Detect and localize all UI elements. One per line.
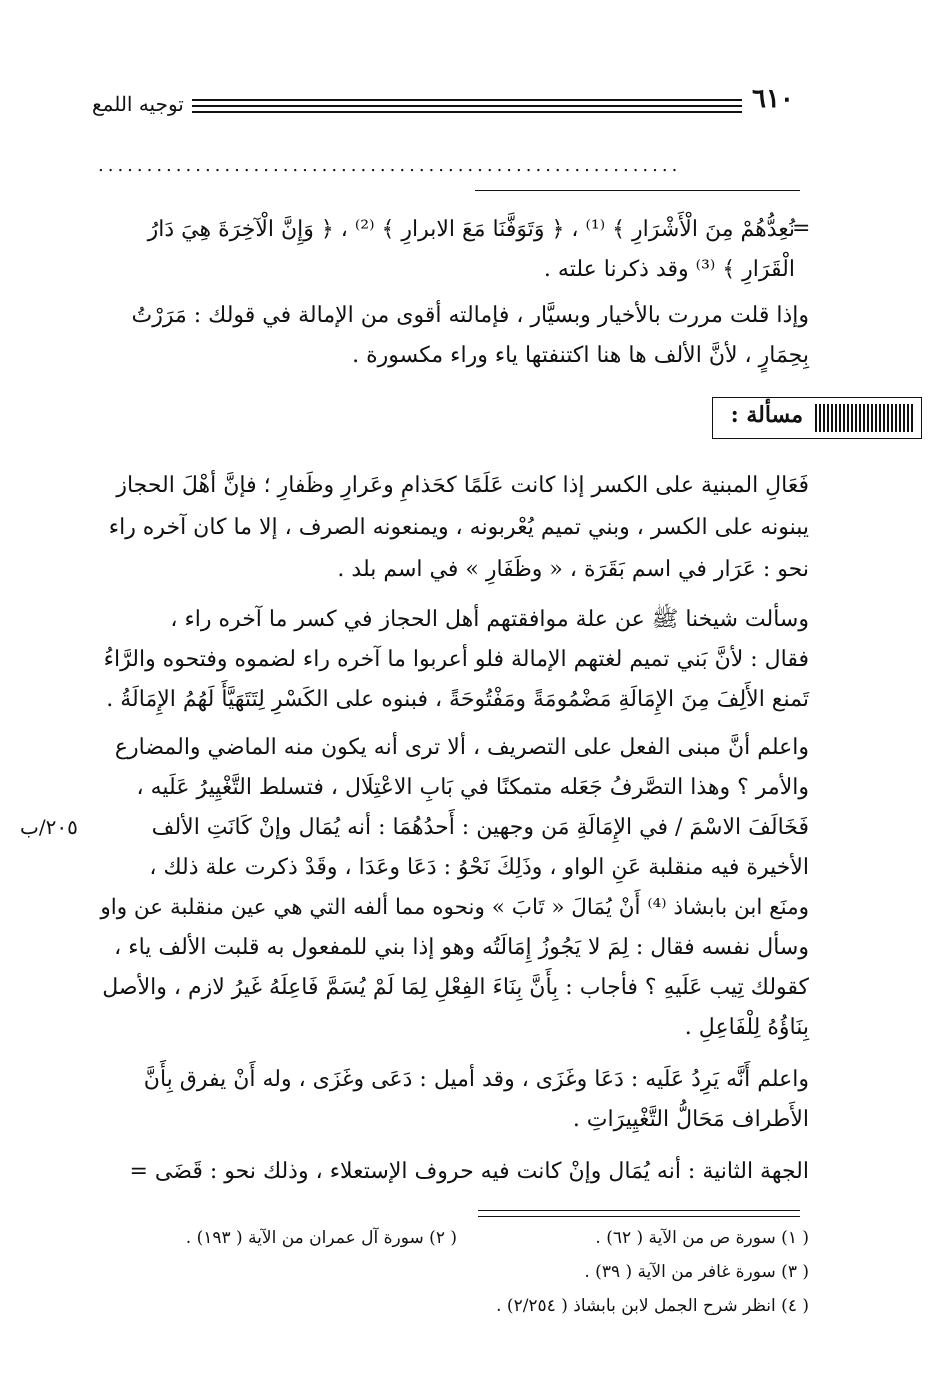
- header-rule: [192, 105, 742, 107]
- section-heading-box: [712, 397, 922, 439]
- footnote-2: ( ٢) سورة آل عمران من الآية ( ١٩٣) .: [185, 1228, 457, 1248]
- text-line-4: بِحِمَارٍ ، لأنَّ الألف ها هنا اكتنفتها ياء وراء مكسورة .: [352, 343, 809, 368]
- page-number: ٦١٠: [752, 84, 794, 114]
- quote-rule: [475, 190, 800, 191]
- text-line-7: نحو : عَرَار في اسم بَقَرَة ، « وظَفَارِ » في اسم بلد .: [337, 557, 809, 582]
- running-title: توجيه اللمع: [92, 92, 184, 116]
- footnote-3: ( ٣) سورة غافر من الآية ( ٣٩) .: [584, 1262, 809, 1282]
- text-line-18: بِنَاؤُهُ لِلْفَاعِلِ .: [684, 1015, 809, 1040]
- header-rule: [192, 99, 742, 101]
- heading-ornament: [815, 404, 915, 432]
- continuation-mark: =: [792, 216, 811, 241]
- text-line-8: وسألت شيخنا ﷺ عن علة موافقتهم أهل الحجاز في كسر ما آخره راء ،: [170, 607, 809, 632]
- dotted-separator: ............................................................: [98, 158, 682, 174]
- footnote-1: ( ١) سورة ص من الآية ( ٦٢) .: [595, 1228, 809, 1248]
- footnote-rule: [478, 1216, 800, 1217]
- text-line-10: تَمنع الأَلِفَ مِنَ الإِمَالَةِ مَضْمُومَةً ومَفْتُوحَةً ، فبنوه على الكَسْرِ لِتَتَهَيَّأَ لَهُمُ الإِمَالَةُ .: [106, 687, 809, 712]
- text-line-6: يبنونه على الكسر ، وبني تميم يُعْربونه ، ويمنعونه الصرف ، إلا ما كان آخره راء: [108, 515, 809, 540]
- footnote-rule: [478, 1210, 800, 1211]
- text-line-13: فَخَالَفَ الاسْمَ / في الإِمَالَةِ مَن وجهين : أَحدُهُمَا : أنه يُمَال وإنْ كَانَتِ الألف: [151, 815, 809, 840]
- header-rule: [192, 111, 742, 113]
- manuscript-folio-marker: ٢٠٥/ب: [20, 815, 78, 839]
- text-line-14: الأخيرة فيه منقلبة عَنِ الواو ، وذَلِكَ نَحْوُ : دَعَا وعَدَا ، وقَدْ ذكرت علة ذلك ،: [149, 855, 809, 880]
- text-line-11: واعلم أنَّ مبنى الفعل على التصريف ، ألا ترى أنه يكون منه الماضي والمضارع: [114, 735, 809, 760]
- text-line-16: وسأل نفسه فقال : لِمَ لا يَجُوزُ إِمَالَتُه وهو إذا بني للمفعول به قلبت الألف ياء ،: [114, 935, 809, 960]
- text-line-3: وإذا قلت مررت بالأخيار وبسيَّار ، فإمالته أقوى من الإمالة في قولك : مَرَرْتُ: [131, 303, 809, 328]
- text-line-2: الْقَرَارِ ﴾ ⁽³⁾ وقد ذكرنا علته .: [543, 257, 795, 282]
- footnote-4: ( ٤) انظر شرح الجمل لابن بابشاذ ( ٢/٢٥٤) .: [496, 1296, 809, 1316]
- text-line-20: الأَطراف مَحَالُّ التَّغْيِيرَاتِ .: [572, 1107, 809, 1132]
- text-line-5: فَعَالِ المبنية على الكسر إذا كانت عَلَمًا كحَذامِ وعَرارِ وظَفارِ ؛ فإنَّ أهْلَ الحجاز: [116, 473, 809, 498]
- text-line-1: نُعِدُّهُمْ مِنَ الْأَشْرَارِ ﴾ ⁽¹⁾ ، ﴿ وَتَوَفَّنَا مَعَ الابرارِ ﴾ ⁽²⁾ ، ﴿ وَإِنَّ الْآخِرَةَ هِيَ دَارُ: [147, 217, 795, 242]
- text-line-9: فقال : لأنَّ بَني تميم لغتهم الإمالة فلو أعربوا ما آخره راء لضموه وفتحوه والرَّاءُ: [103, 647, 809, 672]
- text-line-21: الجهة الثانية : أنه يُمَال وإنْ كانت فيه حروف الإستعلاء ، وذلك نحو : قَضَى =: [129, 1159, 809, 1184]
- section-heading: مسألة :: [730, 402, 803, 428]
- text-line-19: واعلم أَنَّه يَرِدُ عَلَيه : دَعَا وغَزَى ، وقد أميل : دَعَى وغَزَى ، وله أَنْ يفرق بِأَنَّ: [143, 1067, 809, 1092]
- text-line-15: ومنَع ابن بابشاذ ⁽⁴⁾ أَنْ يُمَالَ « تَابَ » ونحوه مما ألفه التي هي عين منقلبة عن واو: [100, 895, 809, 920]
- text-line-17: كقولك تِيب عَلَيهِ ؟ فأجاب : بِأَنَّ بِنَاءَ الفِعْلِ لِمَا لَمْ يُسَمَّ فَاعِلَهُ غَيرُ لازم ، والأصل: [102, 975, 809, 1000]
- text-line-12: والأمر ؟ وهذا التصَّرفُ جَعَله متمكنًا في بَابِ الاعْتِلَال ، فتسلط التَّغْيِيرُ عَلَيه ،: [136, 775, 809, 800]
